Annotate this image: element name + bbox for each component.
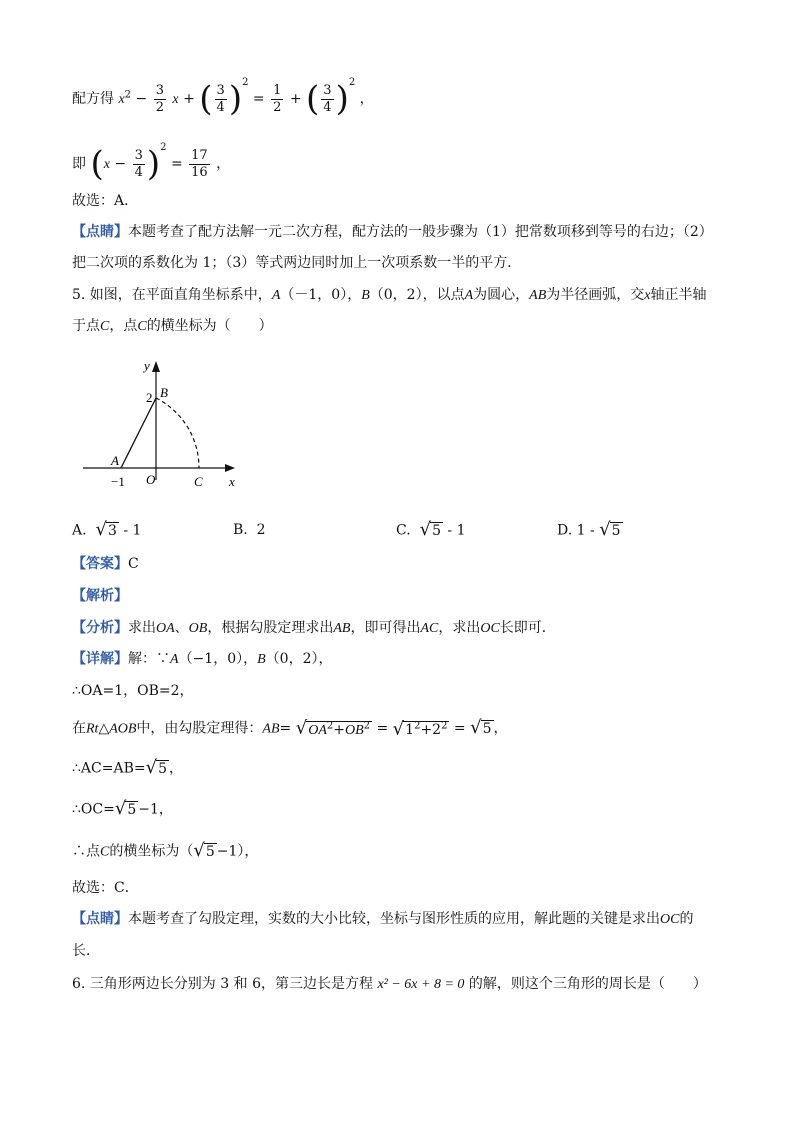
point-A: A	[464, 288, 474, 303]
label-2: 2	[146, 390, 153, 405]
math-op: =	[170, 156, 188, 172]
detail-text: 解：∵	[128, 651, 170, 667]
dianjing-q5-2: 长．	[72, 943, 100, 959]
tag-fenxi: 【分析】	[72, 620, 128, 636]
triangle: Rt△AOB	[86, 721, 137, 737]
choice-b[interactable]	[233, 519, 266, 541]
radicand: 5	[205, 844, 215, 860]
choice-value: 2	[256, 522, 266, 538]
question-5-line-1	[72, 284, 706, 307]
sqrt: √5	[599, 519, 621, 540]
dianjing-2: 把二次项的系数化为 1；（3）等式两边同时加上一次项系数一半的平方．	[72, 255, 522, 271]
point-B: B	[257, 652, 266, 667]
punct: ，	[216, 156, 231, 172]
step-text: 在	[72, 720, 86, 737]
text-ji: 即	[72, 156, 86, 172]
radicand: 5	[158, 761, 167, 777]
sqrt: √5	[419, 519, 441, 540]
arc-bc	[156, 398, 199, 468]
math-op: =	[252, 91, 270, 107]
step-text: 中，由勾股定理得：	[136, 720, 263, 737]
question-6	[72, 973, 707, 996]
step-2: 在Rt△AOB中，由勾股定理得：$AB= √OA^2+OB^2 = √1^2+2^2 = √5$ ，	[72, 715, 508, 742]
fraction: $\frac{3}{4}$	[323, 82, 332, 115]
seg: AB	[262, 721, 280, 737]
paren-close: )	[146, 144, 161, 184]
step-text: ∴点	[72, 843, 100, 860]
analysis-line	[72, 585, 128, 607]
label-neg1: −1	[111, 474, 125, 489]
equation-line-2	[72, 137, 231, 184]
punct: ，	[359, 91, 374, 107]
choice-value: 1 -	[576, 522, 600, 539]
dianjing-q5-1	[72, 908, 693, 931]
fraction: $\frac{3}{2}$	[155, 82, 164, 115]
radicand: $OA^2+OB^2$	[308, 720, 371, 738]
coordinate-figure	[75, 355, 255, 495]
label-a: A	[111, 453, 119, 468]
seg: OC	[480, 621, 500, 636]
conclusion-c: 故选：C．	[72, 880, 139, 896]
tag-detail: 【详解】	[72, 651, 128, 667]
choice-a[interactable]	[72, 519, 141, 542]
exp: 2	[242, 77, 249, 88]
q5-text: ，点	[109, 318, 138, 334]
seg: OB	[188, 621, 208, 636]
q6-text: 6. 三角形两边长分别为 3 和 6，第三边长是方程	[72, 976, 373, 992]
q6-equation: x² − 6x + 8 = 0	[377, 977, 465, 992]
label-o: O	[146, 472, 156, 487]
text-peifang: 配方得	[72, 91, 114, 107]
point-B: B	[361, 288, 370, 303]
segment-AB: AB	[529, 288, 547, 303]
exp: 2	[160, 142, 167, 153]
conclusion-a: 故选：A．	[72, 193, 139, 209]
step-4	[72, 798, 173, 821]
step-text: ∴AC=AB=	[72, 760, 146, 777]
q5-text: 为半径画弧，交	[546, 287, 645, 303]
detail-text: （0，2），	[265, 651, 333, 667]
fraction: $\frac{3}{4}$	[134, 147, 143, 180]
sqrt: $√1^2+2^2$	[392, 718, 448, 740]
step-text: 的横坐标为（	[109, 843, 194, 860]
math-op: +	[289, 91, 302, 107]
label-x: x	[229, 474, 235, 489]
choice-label: B.	[233, 522, 248, 538]
tag-analysis: 【解析】	[72, 588, 128, 604]
seg: OC	[660, 912, 680, 927]
exp: 2	[348, 77, 356, 88]
choice-label: C.	[396, 522, 411, 539]
fenxi-text: 长即可．	[499, 620, 556, 636]
sqrt: √3	[95, 519, 117, 540]
fraction: $\frac{3}{4}$	[216, 82, 225, 115]
dianjing-text: 的	[679, 911, 694, 927]
radicand: 5	[127, 802, 137, 818]
step-5	[72, 840, 258, 864]
fenxi-text: 、	[174, 620, 189, 636]
exp: 2	[124, 89, 132, 101]
seg: OA	[156, 621, 175, 636]
q5-text: （－1，0），	[280, 287, 362, 303]
label-c: C	[194, 474, 203, 489]
choice-c[interactable]	[396, 519, 466, 542]
y-axis-arrow	[152, 361, 160, 372]
answer-line	[72, 553, 139, 575]
choice-label: A.	[72, 522, 87, 539]
fenxi-text: ，求出	[438, 620, 481, 636]
choice-label: D.	[557, 522, 573, 539]
choice-value: - 1	[118, 522, 142, 539]
q5-text: 的横坐标为（ ）	[146, 318, 273, 334]
fenxi-line	[72, 617, 556, 640]
math-x: x	[172, 92, 179, 107]
dianjing-1	[72, 221, 713, 243]
math-op: −	[109, 156, 131, 172]
fenxi-text: ，根据勾股定理求出	[207, 620, 334, 636]
paren-close: )	[228, 79, 243, 119]
paren-open: (	[306, 79, 320, 119]
x-axis-arrow	[225, 464, 235, 472]
segment-ab	[121, 398, 156, 468]
fenxi-text: 求出	[128, 620, 156, 636]
equation-line-1	[72, 72, 374, 119]
paren-open: (	[199, 79, 213, 119]
q5-text: （0，2），以点	[369, 287, 465, 303]
step-text: ∴OC=	[72, 801, 115, 818]
label-y: y	[144, 358, 150, 373]
paren-open: (	[90, 144, 104, 184]
point-A: A	[170, 652, 179, 667]
step-3: ∴AC=AB=√5 ，	[72, 757, 183, 778]
fraction: $\frac{17}{16}$	[191, 147, 208, 180]
paren-close: )	[335, 79, 349, 119]
answer-value: C	[128, 556, 139, 572]
detail-line	[72, 648, 333, 671]
sqrt: √5	[114, 798, 137, 819]
dianjing-text: 本题考查了配方法解一元二次方程，配方法的一般步骤为（1）把常数项移到等号的右边；（2）	[128, 224, 713, 240]
label-b: B	[160, 385, 168, 400]
radicand: 5	[482, 720, 492, 737]
tag-dianjing: 【点睛】	[72, 911, 128, 927]
q5-text: 于点	[72, 318, 100, 334]
choice-value: - 1	[442, 522, 466, 539]
fenxi-text: ，即可得出	[350, 620, 421, 636]
math-op: +	[183, 91, 200, 107]
tag-answer: 【答案】	[72, 556, 128, 572]
step-text: −1），	[216, 843, 259, 860]
choice-d[interactable]	[557, 519, 623, 542]
sqrt: √5	[470, 716, 492, 738]
point-C: C	[100, 319, 110, 334]
point-C: C	[137, 319, 147, 334]
tag-dianjing: 【点睛】	[72, 224, 128, 240]
radicand: 5	[432, 523, 441, 539]
seg: AB	[333, 621, 351, 636]
axis-x: x	[644, 288, 651, 303]
radicand: 3	[107, 523, 117, 539]
radicand: 5	[611, 523, 621, 539]
q5-text: 轴正半轴	[650, 287, 707, 303]
seg: AC	[420, 621, 439, 636]
q5-text: 5. 如图，在平面直角坐标系中，	[72, 287, 272, 303]
question-5-line-2	[72, 315, 273, 338]
detail-text: （−1，0），	[178, 651, 258, 667]
fraction: $\frac{1}{2}$	[273, 82, 282, 115]
step-text: −1，	[138, 801, 173, 818]
q6-text: 的解，则这个三角形的周长是（ ）	[468, 976, 707, 992]
point-A: A	[271, 288, 281, 303]
q5-text: 为圆心，	[473, 287, 530, 303]
sqrt: √5	[193, 840, 215, 861]
math-x: x	[118, 92, 125, 107]
radicand: $1^2+2^2$	[405, 720, 448, 739]
sqrt: √5	[145, 757, 167, 778]
point-C: C	[100, 844, 110, 860]
math-op: −	[135, 91, 152, 107]
sqrt: $√OA^2+OB^2$	[295, 717, 371, 739]
dianjing-text: 本题考查了勾股定理，实数的大小比较，坐标与图形性质的应用，解此题的关键是求出	[128, 911, 660, 927]
step-1: ∴OA=1，OB=2，	[72, 683, 194, 699]
math-x: x	[103, 157, 110, 172]
